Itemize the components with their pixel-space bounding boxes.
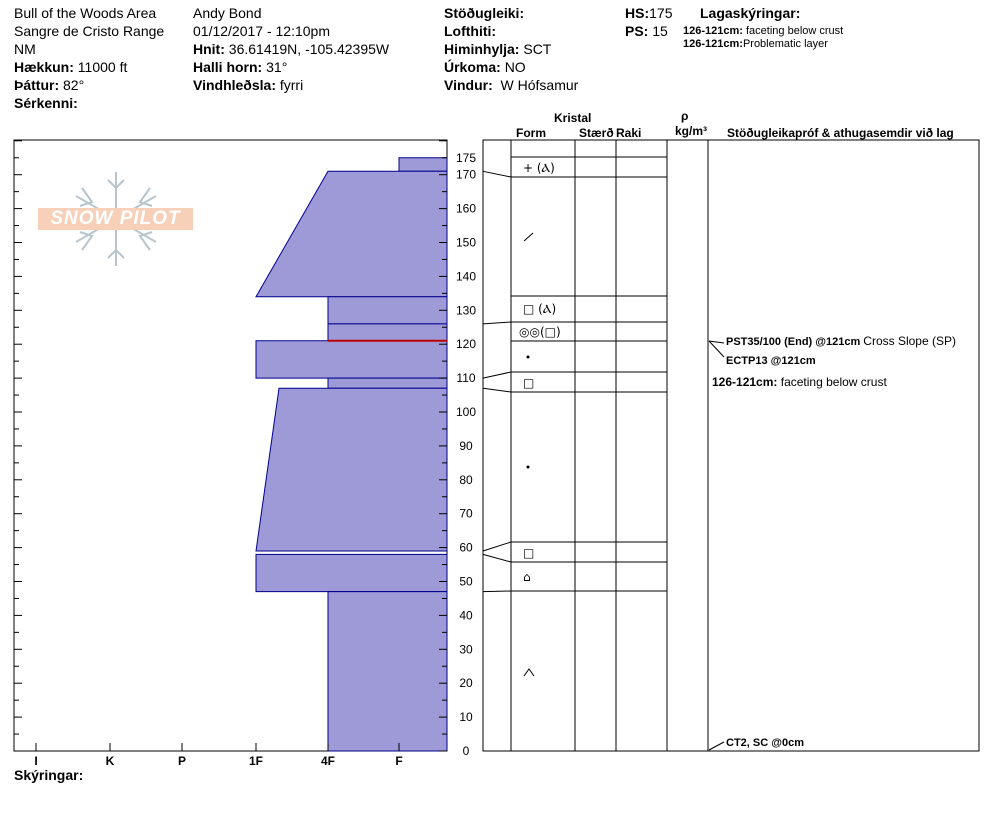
- depth-tick-label: 60: [459, 540, 473, 555]
- grain-form-symbol: [524, 233, 533, 241]
- layer-table-frame: [483, 140, 979, 751]
- grain-form-symbol: ⌂: [523, 570, 531, 584]
- layer-bar: [328, 378, 447, 388]
- grain-form-symbol: □: [523, 546, 535, 560]
- depth-tick-label: 175: [455, 150, 477, 165]
- depth-tick-label: 80: [459, 472, 473, 487]
- aspect: Þáttur: 82°: [14, 77, 85, 93]
- layer-note: 126-121cm:Problematic layer: [683, 38, 828, 50]
- layer-bar: [328, 592, 447, 751]
- grain-form-symbol: □ (Ⲁ): [523, 302, 557, 316]
- depth-connector: [483, 542, 511, 551]
- grain-form-symbol: + (Ⲁ): [523, 161, 555, 175]
- depth-connector: [483, 372, 511, 378]
- area-name: Bull of the Woods Area: [14, 5, 157, 21]
- test-ect: ECTP13 @121cm: [726, 355, 816, 367]
- hardness-tick-label: I: [34, 754, 38, 768]
- depth-tick-label: 140: [455, 269, 477, 284]
- depth-tick-label: 130: [455, 303, 477, 318]
- tests-header: Stöðugleikapróf & athugasemdir við lag: [727, 126, 954, 140]
- grain-form-symbol: [524, 669, 534, 676]
- form-header: Form: [516, 126, 546, 140]
- air-temp-label: Lofthiti:: [444, 23, 497, 39]
- depth-tick-label: 50: [459, 574, 473, 589]
- layer-bar: [256, 341, 447, 378]
- range-name: Sangre de Cristo Range: [14, 23, 165, 39]
- depth-tick-label: 170: [455, 167, 477, 182]
- precipitation: Úrkoma: NO: [444, 59, 526, 75]
- layer-bar: [256, 171, 447, 296]
- layer-note: 126-121cm: faceting below crust: [683, 25, 844, 37]
- test-ct: CT2, SC @0cm: [726, 737, 804, 749]
- snow-height: HS:175: [625, 5, 673, 21]
- depth-connector: [483, 554, 511, 562]
- depth-connector: [483, 322, 511, 324]
- depth-tick-label: 110: [456, 371, 476, 386]
- layer-notes-label: Lagaskýringar:: [700, 5, 801, 21]
- rho-header: ρ: [681, 109, 689, 123]
- depth-tick-label: 160: [455, 201, 477, 216]
- slope-angle: Halli horn: 31°: [193, 59, 288, 75]
- moisture-header: Raki: [616, 126, 642, 140]
- size-header: Stærð: [579, 126, 614, 140]
- observation-datetime: 01/12/2017 - 12:10pm: [193, 23, 330, 39]
- layer-bar: [256, 554, 447, 591]
- layer-bar: [256, 388, 447, 551]
- hardness-tick-label: P: [177, 754, 187, 768]
- layer-bar: [328, 297, 447, 324]
- depth-tick-label: 90: [459, 438, 473, 453]
- wind: Vindur: W Hófsamur: [444, 77, 579, 93]
- sky-cover: Himinhylja: SCT: [444, 41, 552, 57]
- penetration: PS: 15: [625, 23, 668, 39]
- state-name: NM: [14, 41, 36, 57]
- crystal-header: Kristal: [554, 111, 592, 125]
- layer-bar: [399, 158, 447, 172]
- features-label: Sérkenni:: [14, 95, 78, 111]
- depth-connector: [483, 591, 511, 592]
- depth-tick-label: 150: [455, 235, 477, 250]
- hardness-tick-label: F: [395, 754, 403, 768]
- density-header: kg/m³: [675, 124, 708, 138]
- test-arrow: [709, 742, 724, 750]
- depth-tick-label: 0: [462, 744, 470, 758]
- wind-loading: Vindhleðsla: fyrri: [193, 77, 304, 93]
- grain-form-symbol: [527, 466, 530, 469]
- depth-connector: [483, 388, 511, 392]
- stability-label: Stöðugleiki:: [444, 5, 525, 21]
- logo-text: SNOW PILOT: [38, 208, 193, 230]
- comments-label: Skýringar:: [14, 767, 84, 783]
- coordinates: Hnit: 36.61419N, -105.42395W: [193, 41, 390, 57]
- depth-tick-label: 30: [459, 642, 473, 657]
- grain-form-symbol: ◎◎(□): [519, 325, 561, 339]
- grain-form-symbol: [527, 356, 530, 359]
- test-note: 126-121cm: faceting below crust: [712, 375, 887, 389]
- elevation: Hækkun: 11000 ft: [14, 59, 128, 75]
- test-arrow: [709, 341, 724, 357]
- layer-bar: [328, 324, 447, 341]
- depth-connector: [483, 171, 511, 177]
- depth-tick-label: 120: [455, 337, 477, 352]
- hardness-tick-label: 1F: [248, 754, 264, 768]
- depth-tick-label: 100: [455, 405, 477, 419]
- depth-tick-label: 70: [459, 506, 473, 521]
- depth-tick-label: 40: [459, 608, 473, 623]
- depth-tick-label: 20: [459, 676, 473, 691]
- test-pst: PST35/100 (End) @121cm Cross Slope (SP): [726, 334, 956, 348]
- hardness-tick-label: K: [105, 754, 115, 768]
- observer-name: Andy Bond: [193, 5, 262, 21]
- grain-form-symbol: □: [523, 376, 535, 390]
- hardness-tick-label: 4F: [320, 754, 336, 768]
- depth-tick-label: 10: [459, 710, 473, 725]
